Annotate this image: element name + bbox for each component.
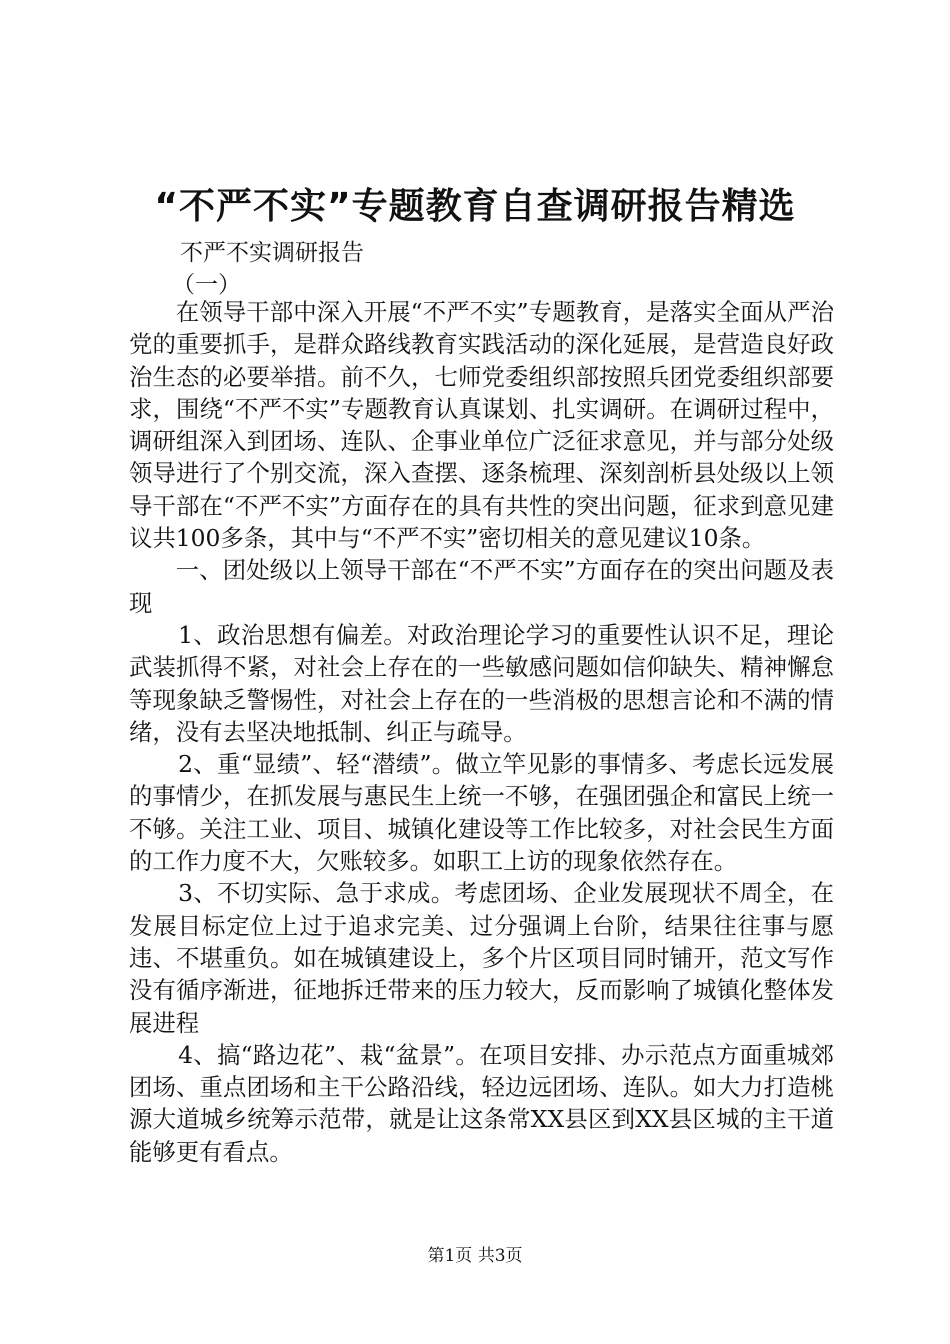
point-paragraph: 4、搞“路边花”、栽“盆景”。在项目安排、办示范点方面重城郊团场、重点团场和主干公路沿线，轻边远团场、连队。如大力打造桃源大道城乡统筹示范带，就是让这条常XX县区到XX县区城的主干道能够更有看点。 xyxy=(129,1040,834,1166)
intro-paragraph: 在领导干部中深入开展“不严不实”专题教育，是落实全面从严治党的重要抓手，是群众路线教育实践活动的深化延展，是营造良好政治生态的必要举措。前不久，七师党委组织部按照兵团党委组织部要求，围绕“不严不实”专题教育认真谋划、扎实调研。在调研过程中，调研组深入到团场、连队、企事业单位广泛征求意见，并与部分处级领导进行了个别交流，深入查摆、逐条梳理、深刻剖析县处级以上领导干部在“不严不实”方面存在的具有共性的突出问题，征求到意见建议共100多条，其中与“不严不实”密切相关的意见建议10条。 xyxy=(129,298,834,553)
point-paragraph: 3、不切实际、急于求成。考虑团场、企业发展现状不周全，在发展目标定位上过于追求完美、过分强调上台阶，结果往往事与愿违、不堪重负。如在城镇建设上，多个片区项目同时铺开，范文写作没有循序渐进，征地拆迁带来的压力较大，反而影响了城镇化整体发展进程 xyxy=(129,879,834,1037)
point-paragraph: 2、重“显绩”、轻“潜绩”。做立竿见影的事情多、考虑长远发展的事情少，在抓发展与惠民生上统一不够，在强团强企和富民上统一不够。关注工业、项目、城镇化建设等工作比较多，对社会民生方面的工作力度不大，欠账较多。如职工上访的现象依然存在。 xyxy=(129,750,834,876)
point-paragraph: 1、政治思想有偏差。对政治理论学习的重要性认识不足，理论武装抓得不紧，对社会上存在的一些敏感问题如信仰缺失、精神懈怠等现象缺乏警惕性，对社会上存在的一些消极的思想言论和不满的情绪，没有去坚决地抵制、纠正与疏导。 xyxy=(129,620,834,746)
page-footer: 第1页 共3页 xyxy=(427,1246,523,1266)
section-number: （一） xyxy=(172,272,241,298)
section-heading: 一、团处级以上领导干部在“不严不实”方面存在的突出问题及表现 xyxy=(129,556,834,617)
document-body xyxy=(129,296,834,1168)
document-subtitle: 不严不实调研报告 xyxy=(180,240,364,266)
document-title: “不严不实”专题教育自查调研报告精选 xyxy=(154,186,796,227)
